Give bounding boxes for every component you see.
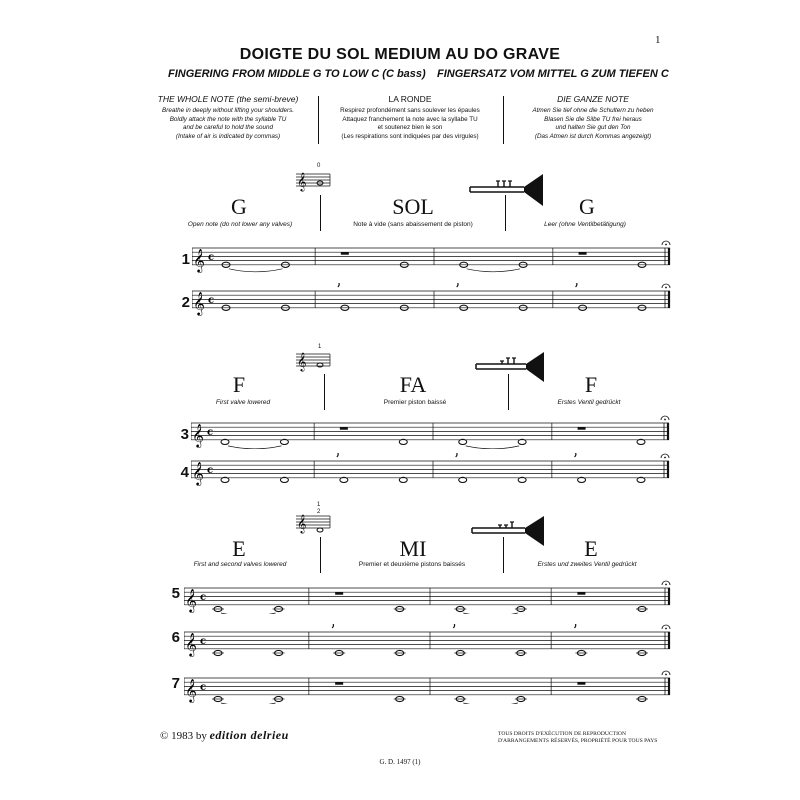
exercise-number: 2: [181, 294, 190, 311]
intro-french-line: Respirez profondément sans soulever les épaules: [340, 107, 480, 114]
treble-clef-icon: 𝄞: [185, 587, 197, 612]
treble-clef-icon: 𝄞: [297, 352, 307, 371]
treble-clef-icon: 𝄞: [192, 460, 204, 485]
note-name-english: G: [231, 194, 247, 219]
publisher-credit: [160, 728, 289, 743]
exercise-staff: [191, 453, 671, 487]
treble-clef-icon: 𝄞: [297, 172, 307, 191]
intro-english-line: Breathe in deeply without lifting your shoulders.: [162, 107, 294, 114]
exercise-staff: [184, 670, 672, 704]
note-name-german: F: [584, 372, 598, 397]
exercise-number: 1: [181, 251, 190, 268]
note-caption-german: Erstes und zweites Ventil gedrückt: [537, 561, 637, 568]
note-name-german: E: [584, 536, 598, 561]
rights-line: TOUS DROITS D'EXÉCUTION DE REPRODUCTION: [498, 731, 627, 737]
intro-french: [325, 94, 495, 141]
exercise-staff: [192, 283, 672, 317]
intro-french-line: (Les respirations sont indiquées par des virgules): [341, 132, 479, 140]
intro-german: [508, 94, 678, 141]
intro-french-line: Attaquez franchement la note avec la syllabe TU: [342, 115, 478, 123]
rights-line: D'ARRANGEMENTS RÉSERVÉS, PROPRIÉTÉ POUR TOUS PAYS: [498, 738, 658, 745]
intro-german-line: Atmen Sie tief ohne die Schultern zu heben: [532, 107, 654, 114]
note-name-french: MI: [399, 536, 427, 561]
note-name-german: G: [579, 194, 595, 219]
intro-french-line: et soutenez bien le son: [377, 124, 443, 132]
page-title: DOIGTE DU SOL MEDIUM AU DO GRAVE: [239, 46, 561, 63]
intro-german-line: (Das Atmen ist durch Kommas angezeigt): [534, 132, 652, 140]
note-caption-french: Note à vide (sans abaissement de piston): [353, 221, 473, 228]
exercise-staff: [184, 624, 672, 658]
exercise-staff: [184, 580, 672, 614]
treble-clef-icon: 𝄞: [193, 247, 205, 272]
intro-german-heading: DIE GANZE NOTE: [557, 94, 629, 104]
fingering-note-diagram: [296, 506, 332, 534]
treble-clef-icon: 𝄞: [192, 422, 204, 447]
time-signature-icon: c: [200, 591, 207, 603]
note-name-english: E: [232, 536, 246, 561]
treble-clef-icon: 𝄞: [297, 514, 307, 533]
intro-divider: [318, 96, 319, 144]
note-caption-english: First and second valves lowered: [193, 561, 287, 568]
page-number: 1: [655, 34, 661, 46]
time-signature-icon: c: [207, 464, 214, 476]
note-caption-french: Premier et deuxième pistons baissés: [358, 561, 466, 568]
fingering-number: 0: [317, 163, 321, 169]
exercise-number: 5: [171, 585, 180, 602]
intro-french-heading: LA RONDE: [388, 94, 432, 104]
note-name-french: FA: [399, 372, 427, 397]
time-signature-icon: c: [208, 251, 215, 263]
note-name-french: SOL: [392, 194, 434, 219]
rights-notice: [498, 731, 657, 746]
note-caption-english: First valve lowered: [215, 399, 271, 406]
note-caption-german: Erstes Ventil gedrückt: [557, 399, 621, 406]
exercise-number: 3: [180, 426, 189, 443]
note-caption-english: Open note (do not lower any valves): [187, 221, 293, 228]
exercise-number: 7: [171, 675, 180, 692]
time-signature-icon: c: [208, 294, 215, 306]
fingering-note-diagram: [296, 166, 332, 192]
exercise-staff: [191, 415, 671, 449]
exercise-number: 6: [171, 629, 180, 646]
intro-english-line: and be careful to hold the sound: [183, 124, 273, 132]
note-caption-french: Premier piston baissé: [383, 399, 447, 406]
subtitle-german: FINGERSATZ VOM MITTEL G ZUM TIEFEN C: [437, 68, 669, 80]
intro-english-line: (Intake of air is indicated by commas): [175, 132, 281, 140]
treble-clef-icon: 𝄞: [185, 631, 197, 656]
catalog-number: G. D. 1497 (1): [379, 758, 421, 766]
note-caption-german: Leer (ohne Ventilbetätigung): [544, 221, 626, 228]
fingering-note-diagram: [296, 346, 332, 372]
copyright-notice: © 1983 by: [160, 730, 207, 742]
intro-english: [143, 94, 313, 141]
time-signature-icon: c: [200, 635, 207, 647]
time-signature-icon: c: [207, 426, 214, 438]
intro-english-line: Boldly attack the note with the syllable TU: [169, 115, 287, 123]
treble-clef-icon: 𝄞: [185, 677, 197, 702]
exercise-staff: [192, 240, 672, 274]
intro-german-line: und halten Sie gut den Ton: [555, 124, 631, 132]
intro-divider: [503, 96, 504, 144]
intro-german-line: Blasen Sie die Silbe TU frei heraus: [544, 115, 642, 123]
subtitle-english: FINGERING FROM MIDDLE G TO LOW C (C bass): [168, 68, 426, 80]
exercise-number: 4: [180, 464, 189, 481]
fingering-number: 1 2: [317, 502, 321, 515]
note-name-english: F: [232, 372, 246, 397]
intro-english-heading: THE WHOLE NOTE (the semi-breve): [157, 94, 299, 104]
treble-clef-icon: 𝄞: [193, 290, 205, 315]
time-signature-icon: c: [200, 681, 207, 693]
publisher-logo: edition delrieu: [209, 728, 289, 742]
fingering-number: 1: [318, 344, 322, 350]
